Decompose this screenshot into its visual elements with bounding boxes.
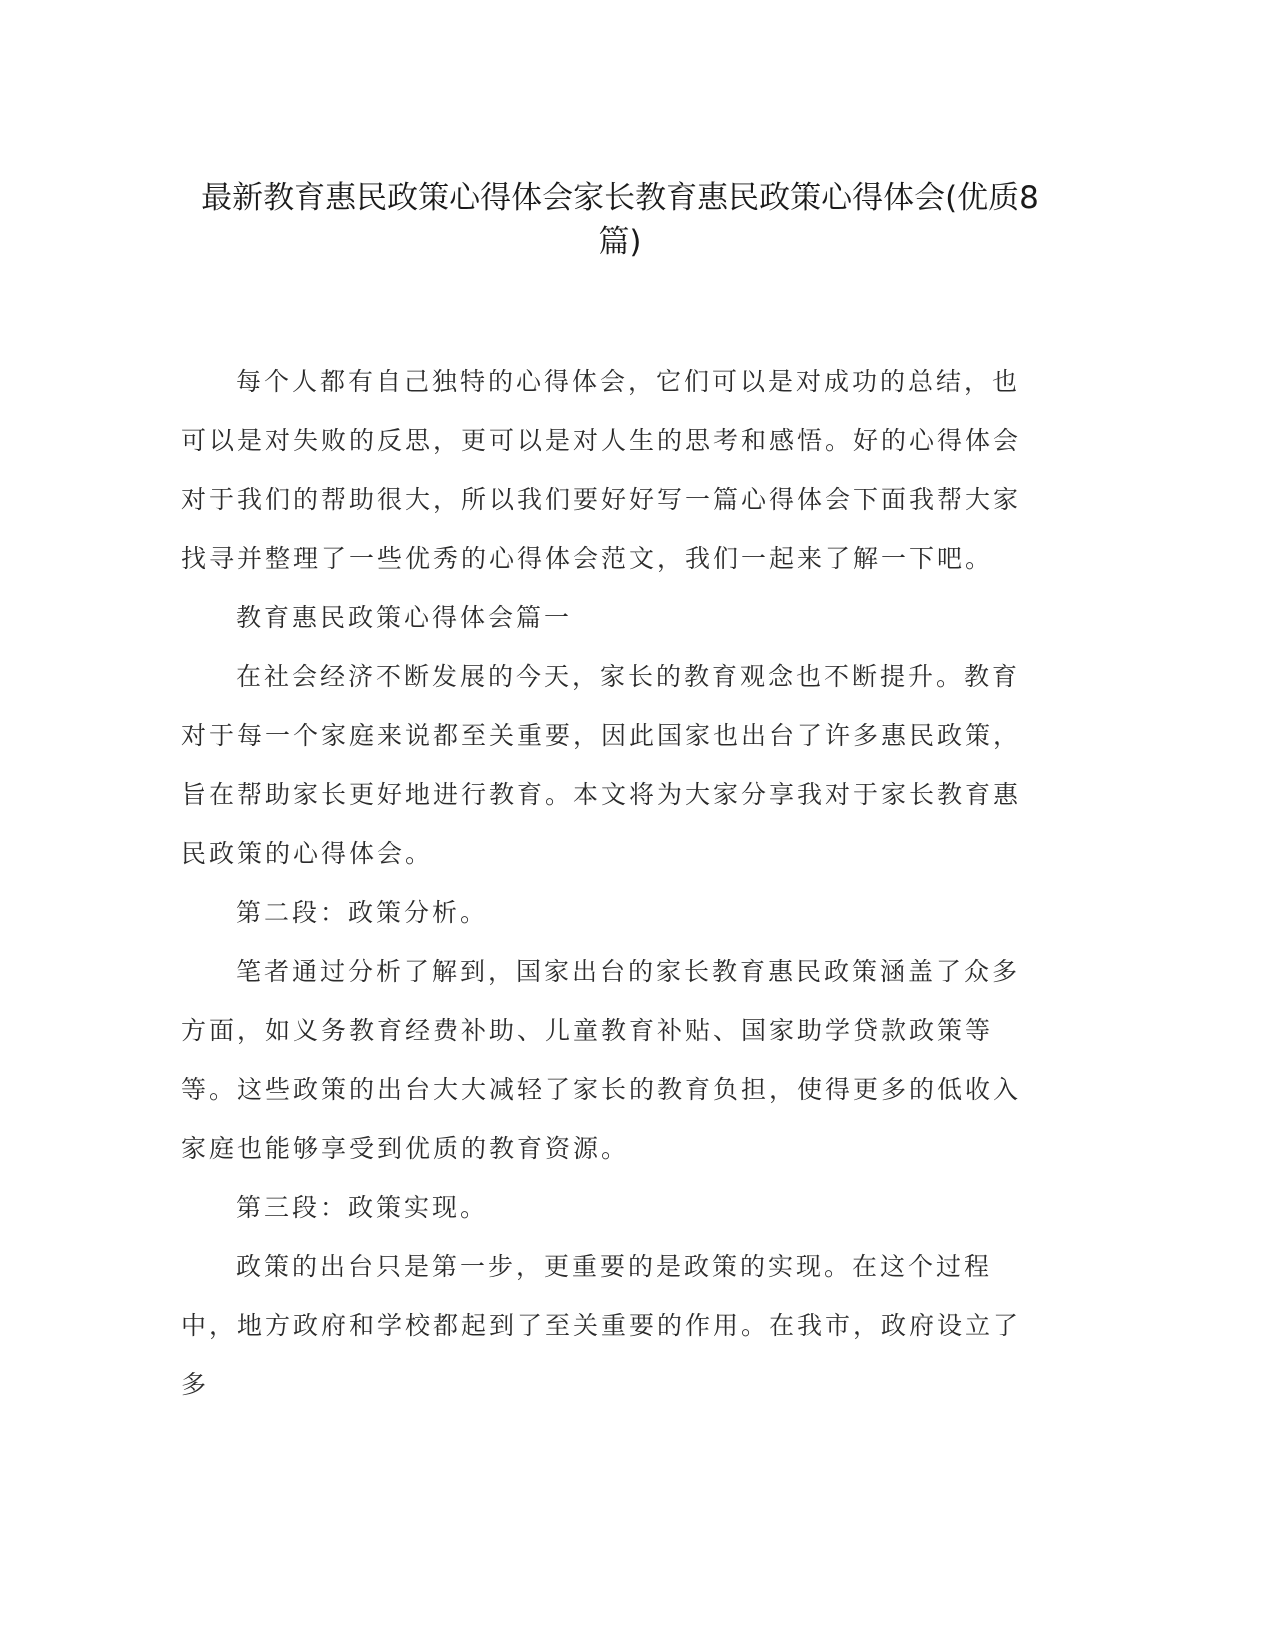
paragraph-policy-analysis: 笔者通过分析了解到，国家出台的家长教育惠民政策涵盖了众多方面，如义务教育经费补助、儿童教育补贴、国家助学贷款政策等等。这些政策的出台大大减轻了家长的教育负担，使得更多的低收入家庭也能够享受到优质的教育资源。 <box>181 957 1022 1163</box>
document-body <box>181 352 1031 1414</box>
paragraph-intro: 每个人都有自己独特的心得体会，它们可以是对成功的总结，也可以是对失败的反思，更可以是对人生的思考和感悟。好的心得体会对于我们的帮助很大，所以我们要好好写一篇心得体会下面我帮大家找寻并整理了一些优秀的心得体会范文，我们一起来了解一下吧。 <box>181 367 1022 573</box>
section-heading-part-one: 教育惠民政策心得体会篇一 <box>236 603 573 632</box>
document-title: 最新教育惠民政策心得体会家长教育惠民政策心得体会(优质8篇) <box>201 180 1039 260</box>
paragraph-policy-implementation: 政策的出台只是第一步，更重要的是政策的实现。在这个过程中，地方政府和学校都起到了至关重要的作用。在我市，政府设立了多 <box>181 1252 1022 1399</box>
section-heading-part-two: 第二段：政策分析。 <box>236 898 489 927</box>
paragraph-opening: 在社会经济不断发展的今天，家长的教育观念也不断提升。教育对于每一个家庭来说都至关重要，因此国家也出台了许多惠民政策，旨在帮助家长更好地进行教育。本文将为大家分享我对于家长教育惠民政策的心得体会。 <box>181 662 1022 868</box>
section-heading-part-three: 第三段：政策实现。 <box>236 1193 489 1222</box>
